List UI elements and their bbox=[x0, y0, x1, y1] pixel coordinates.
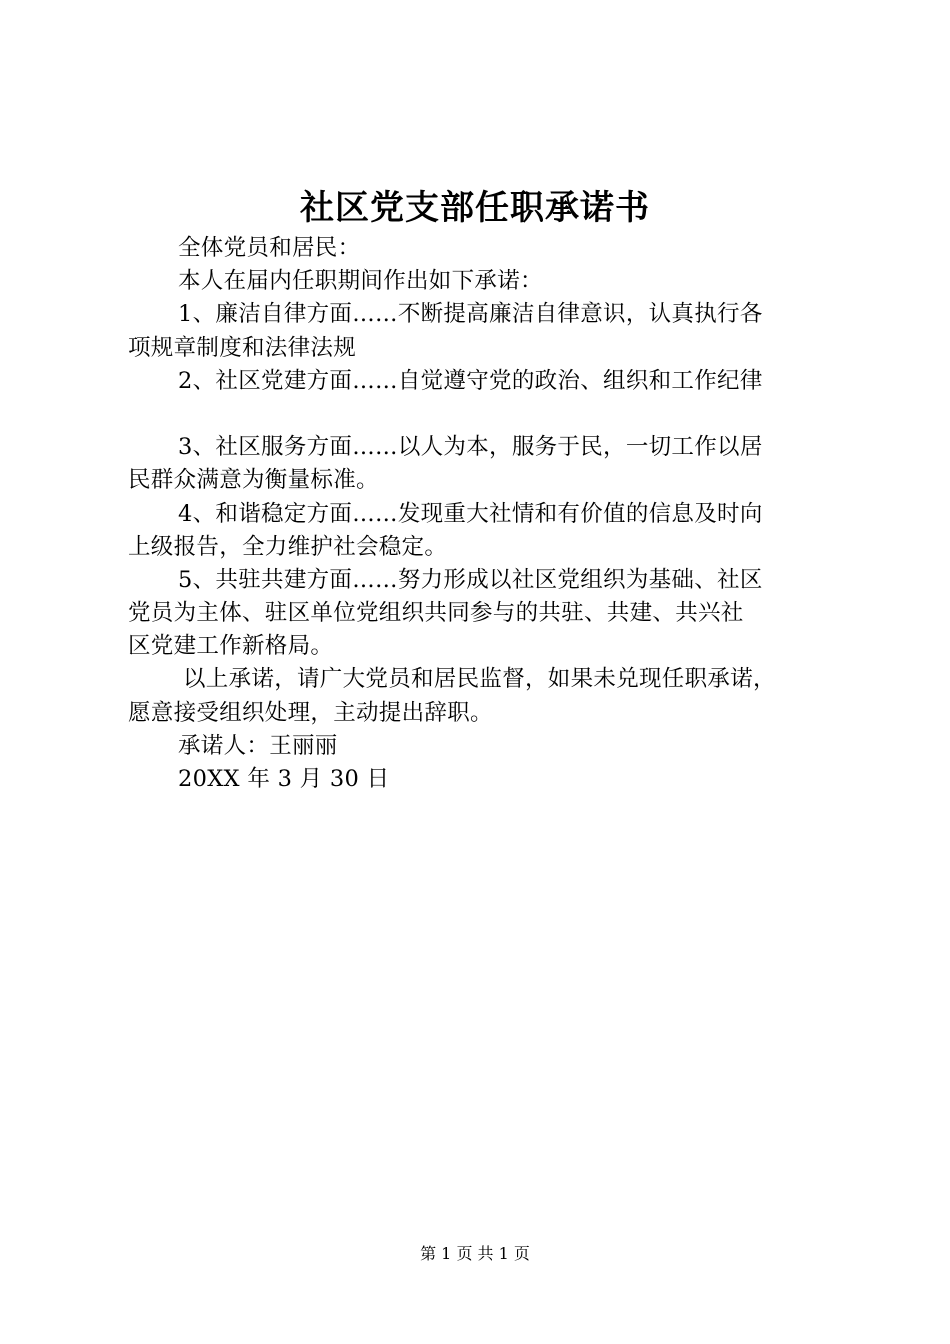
salutation: 全体党员和居民： bbox=[178, 235, 361, 261]
document-body bbox=[128, 232, 844, 796]
commitment-5-line-2: 党员为主体、驻区单位党组织共同参与的共驻、共建、共兴社 bbox=[128, 600, 744, 627]
intro-line: 本人在届内任职期间作出如下承诺： bbox=[178, 268, 543, 295]
closing-line-2: 愿意接受组织处理，主动提出辞职。 bbox=[128, 699, 493, 726]
closing-line-1: 以上承诺，请广大党员和居民监督，如果未兑现任职承诺， bbox=[183, 666, 776, 693]
document-title: 社区党支部任职承诺书 bbox=[300, 188, 650, 228]
commitment-1-line-1: 1、廉洁自律方面……不断提高廉洁自律意识，认真执行各 bbox=[178, 301, 763, 328]
commitment-5-line-3: 区党建工作新格局。 bbox=[128, 633, 334, 660]
commitment-1-line-2: 项规章制度和法律法规 bbox=[128, 334, 357, 361]
commitment-3-line-1: 3、社区服务方面……以人为本，服务于民，一切工作以居 bbox=[178, 434, 763, 461]
commitment-4-line-1: 4、和谐稳定方面……发现重大社情和有价值的信息及时向 bbox=[178, 500, 763, 527]
signatory: 承诺人：王丽丽 bbox=[178, 732, 338, 759]
signature-date: 20XX 年 3 月 30 日 bbox=[178, 766, 390, 792]
blank-line bbox=[128, 398, 844, 431]
commitment-5-line-1: 5、共驻共建方面……努力形成以社区党组织为基础、社区 bbox=[178, 566, 763, 593]
commitment-3-line-2: 民群众满意为衡量标准。 bbox=[128, 467, 379, 494]
page-footer: 第 1 页 共 1 页 bbox=[420, 1244, 530, 1263]
commitment-2: 2、社区党建方面……自觉遵守党的政治、组织和工作纪律 bbox=[178, 367, 763, 394]
commitment-4-line-2: 上级报告，全力维护社会稳定。 bbox=[128, 533, 448, 560]
